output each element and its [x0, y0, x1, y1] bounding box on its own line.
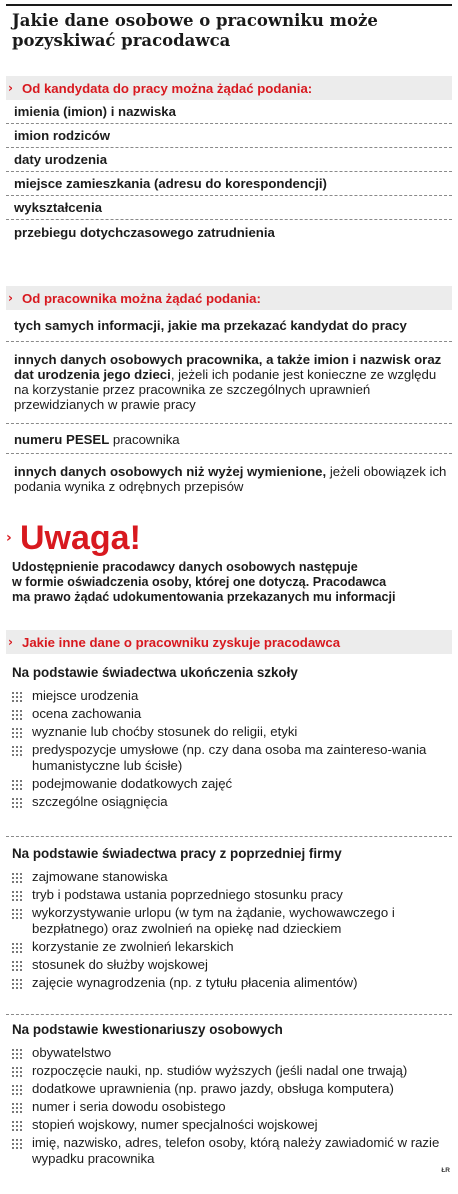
list-item: ocena zachowania	[12, 706, 452, 722]
list-item: imię, nazwisko, adres, telefon osoby, którą należy zawiadomić w razie wypadku pracownika	[12, 1135, 452, 1166]
list-item: szczególne osiągnięcia	[12, 794, 452, 810]
chevron-right-icon: ›	[8, 81, 13, 95]
list-item: korzystanie ze zwolnień lekarskich	[12, 939, 452, 955]
employee-data-list	[6, 310, 452, 506]
list-item: imion rodziców	[6, 124, 452, 148]
list-item: wyznanie lub choćby stosunek do religii, etyki	[12, 724, 452, 740]
list-item: wykorzystywanie urlopu (w tym na żądanie, wychowawczego i bezpłatnego) oraz zwolnień na opiekę nad dzieckiem	[12, 905, 452, 936]
dot-grid-icon	[12, 869, 32, 885]
list-item: numer i seria dowodu osobistego	[12, 1099, 452, 1115]
author-credit: ŁR	[441, 1167, 450, 1174]
section-heading-text: Od kandydata do pracy można żądać podania:	[22, 80, 313, 96]
list-item: podejmowanie dodatkowych zajęć	[12, 776, 452, 792]
dot-grid-icon	[12, 939, 32, 955]
divider	[6, 836, 452, 837]
dot-grid-icon	[12, 794, 32, 810]
list-item: miejsce urodzenia	[12, 688, 452, 704]
list-item: innych danych osobowych pracownika, a także imion i nazwisk oraz dat urodzenia jego dzieci, jeżeli ich podanie jest konieczne ze względu na korzystanie przez pracownika ze szczególnych uprawnień przewidzianych w prawie pracy	[6, 342, 452, 424]
school-certificate-list	[12, 688, 452, 812]
dot-grid-icon	[12, 957, 32, 973]
dot-grid-icon	[12, 887, 32, 903]
list-item: imienia (imion) i nazwiska	[6, 100, 452, 124]
list-item: zajęcie wynagrodzenia (np. z tytułu płacenia alimentów)	[12, 975, 452, 991]
section-heading-text: Jakie inne dane o pracowniku zyskuje pracodawca	[22, 634, 341, 650]
dot-grid-icon	[12, 1063, 32, 1079]
candidate-data-list	[6, 100, 452, 244]
list-item: predyspozycje umysłowe (np. czy dana osoba ma zaintereso-wania humanistyczne lub ścisłe)	[12, 742, 452, 773]
dot-grid-icon	[12, 706, 32, 722]
page-title: Jakie dane osobowe o pracowniku może pozyskiwać pracodawca	[12, 11, 378, 50]
list-item: zajmowane stanowiska	[12, 869, 452, 885]
dot-grid-icon	[12, 1045, 32, 1061]
chevron-right-icon: ›	[8, 291, 13, 305]
notice-heading: › Uwaga!	[6, 519, 141, 557]
chevron-right-icon: ›	[8, 635, 13, 649]
notice-text: Udostępnienie pracodawcy danych osobowych następuje w formie oświadczenia osoby, której one dotyczą. Pracodawca ma prawo żądać udokumentowania przekazanych mu informacji	[12, 560, 396, 604]
work-certificate-list	[12, 869, 452, 993]
top-rule	[6, 4, 452, 6]
section-heading-other-data	[6, 630, 452, 654]
list-item: tych samych informacji, jakie ma przekazać kandydat do pracy	[6, 310, 452, 342]
list-item: daty urodzenia	[6, 148, 452, 172]
dot-grid-icon	[12, 1099, 32, 1115]
divider	[6, 1014, 452, 1015]
list-item: rozpoczęcie nauki, np. studiów wyższych (jeśli nadal one trwają)	[12, 1063, 452, 1079]
list-item: obywatelstwo	[12, 1045, 452, 1061]
group-title-questionnaires: Na podstawie kwestionariuszy osobowych	[12, 1022, 283, 1037]
section-heading-candidate	[6, 76, 452, 100]
group-title-school: Na podstawie świadectwa ukończenia szkoły	[12, 665, 298, 680]
list-item: dodatkowe uprawnienia (np. prawo jazdy, obsługa komputera)	[12, 1081, 452, 1097]
list-item: numeru PESEL pracownika	[6, 424, 452, 454]
list-item: stosunek do służby wojskowej	[12, 957, 452, 973]
list-item: przebiegu dotychczasowego zatrudnienia	[14, 224, 275, 240]
dot-grid-icon	[12, 724, 32, 740]
dot-grid-icon	[12, 975, 32, 991]
list-item: wykształcenia	[6, 196, 452, 220]
list-item: innych danych osobowych niż wyżej wymienione, jeżeli obowiązek ich podania wynika z odrębnych przepisów	[14, 464, 447, 494]
dot-grid-icon	[12, 688, 32, 704]
dot-grid-icon	[12, 742, 32, 773]
dot-grid-icon	[12, 776, 32, 792]
section-heading-text: Od pracownika można żądać podania:	[22, 290, 261, 306]
dot-grid-icon	[12, 1081, 32, 1097]
dot-grid-icon	[12, 1135, 32, 1166]
list-item: miejsce zamieszkania (adresu do korespondencji)	[6, 172, 452, 196]
list-item: tryb i podstawa ustania poprzedniego stosunku pracy	[12, 887, 452, 903]
section-heading-employee	[6, 286, 452, 310]
group-title-work-certificate: Na podstawie świadectwa pracy z poprzedniej firmy	[12, 846, 342, 861]
chevron-right-icon: ›	[6, 530, 12, 546]
list-item: stopień wojskowy, numer specjalności wojskowej	[12, 1117, 452, 1133]
questionnaire-list	[12, 1045, 452, 1169]
dot-grid-icon	[12, 905, 32, 936]
dot-grid-icon	[12, 1117, 32, 1133]
